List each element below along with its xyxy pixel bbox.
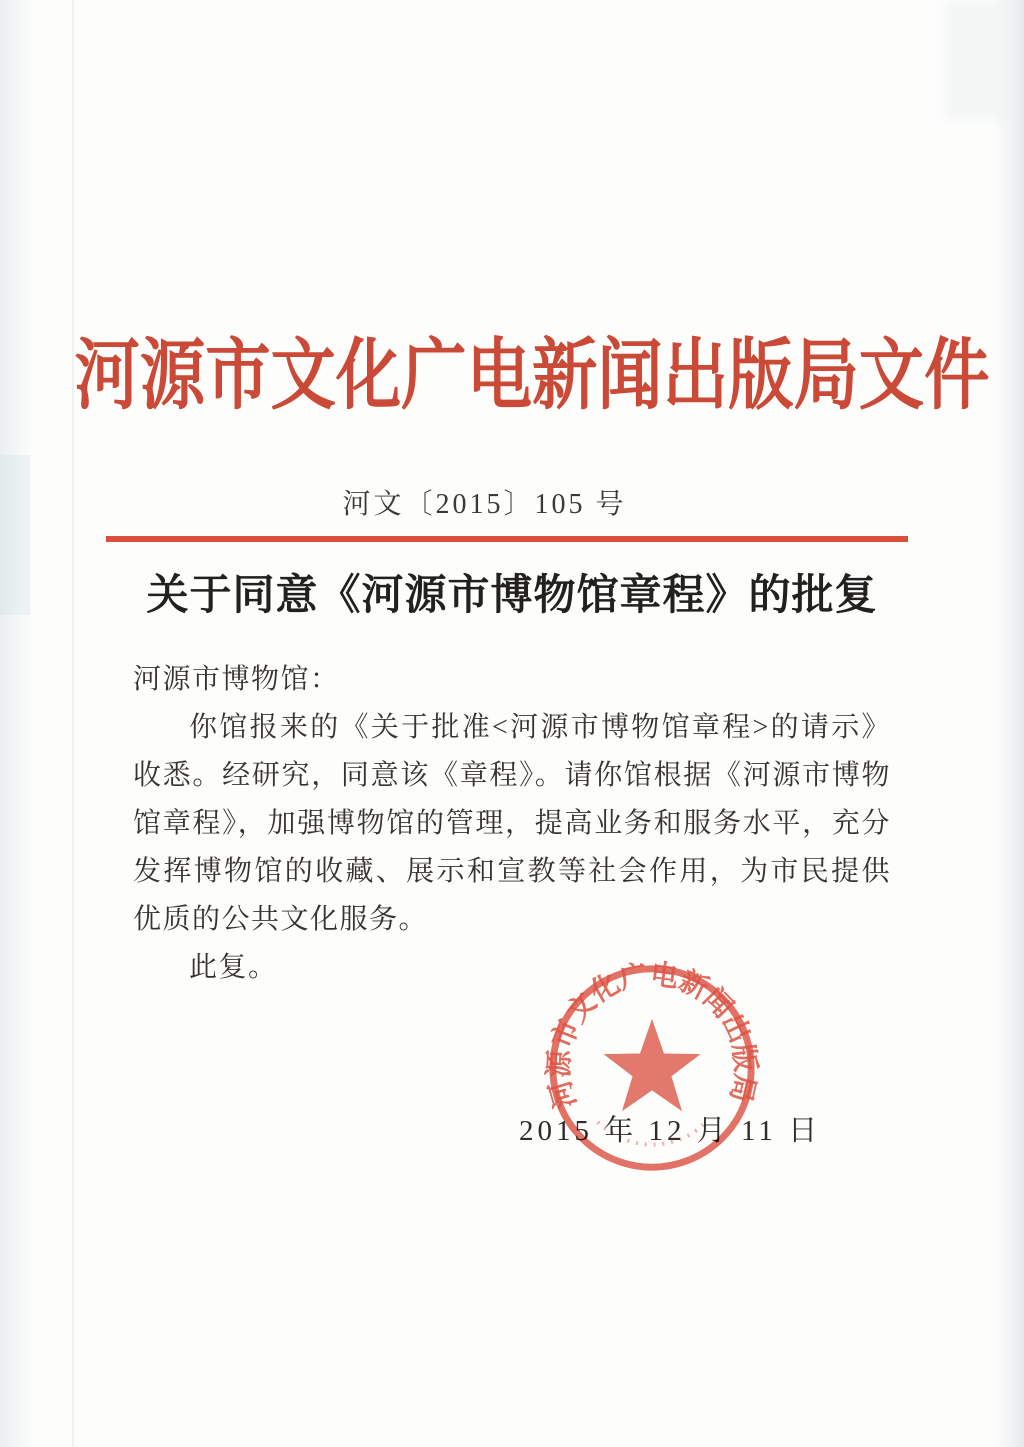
seal-ring-text: 河源市文化广电新闻出版局	[544, 960, 760, 1112]
scan-edge-left	[0, 0, 36, 1447]
seal-star-icon	[603, 1019, 700, 1111]
scan-fold-line	[72, 0, 74, 1447]
letterhead-agency-title-text: 河源市文化广电新闻出版局文件	[74, 333, 990, 419]
document-body	[133, 656, 891, 992]
document-title: 关于同意《河源市博物馆章程》的批复	[146, 573, 878, 619]
scan-edge-shadow	[944, 0, 1004, 120]
recipient-line: 河源市博物馆：	[133, 664, 340, 695]
document-number: 河文〔2015〕105 号	[342, 489, 627, 520]
signoff-date: 2015 年 12 月 11 日	[519, 1115, 822, 1147]
letterhead-agency-title	[0, 328, 1024, 424]
scan-edge-right	[994, 0, 1024, 1447]
closing-line: 此复。	[189, 952, 278, 983]
red-separator-rule	[106, 536, 908, 542]
body-paragraph: 你馆报来的《关于批准<河源市博物馆章程>的请示》收悉。经研究，同意该《章程》。请你馆根据《河源市博物馆章程》，加强博物馆的管理，提高业务和服务水平，充分发挥博物馆的收藏、展示和宣教等社会作用，为市民提供优质的公共文化服务。	[133, 712, 891, 935]
